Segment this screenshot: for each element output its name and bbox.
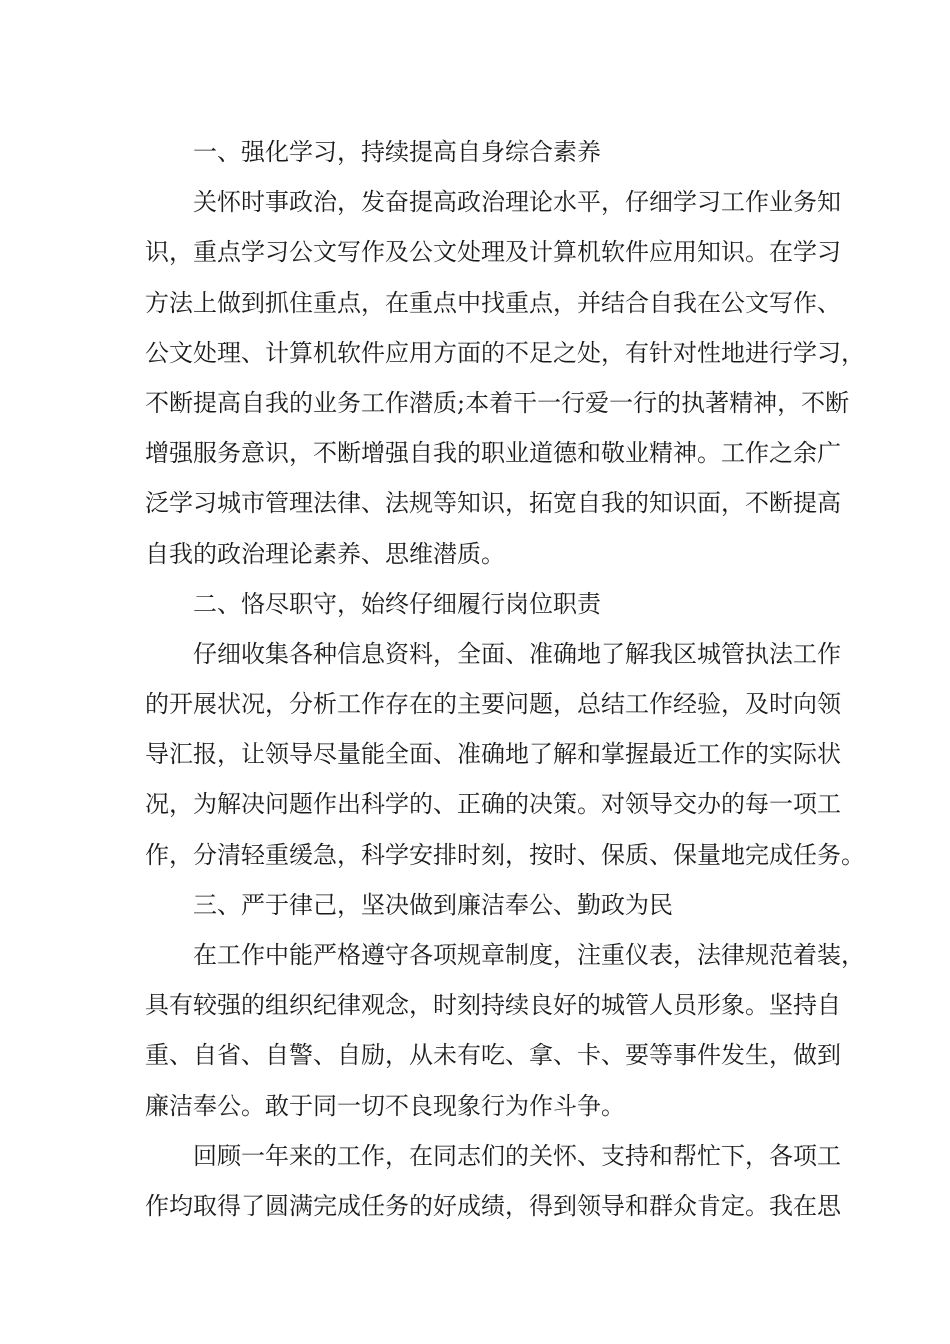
section-heading-2: 二、恪尽职守，始终仔细履行岗位职责: [193, 589, 601, 618]
paragraph-line: 的开展状况，分析工作存在的主要问题，总结工作经验，及时向领: [145, 690, 841, 719]
section-heading-3: 三、严于律己，坚决做到廉洁奉公、勤政为民: [193, 890, 673, 919]
paragraph-line: 仔细收集各种信息资料，全面、准确地了解我区城管执法工作: [193, 639, 841, 668]
paragraph-line: 作均取得了圆满完成任务的好成绩，得到领导和群众肯定。我在思: [145, 1191, 841, 1220]
paragraph-line: 导汇报，让领导尽量能全面、准确地了解和掌握最近工作的实际状: [145, 740, 841, 769]
paragraph-line: 识，重点学习公文写作及公文处理及计算机软件应用知识。在学习: [145, 238, 841, 267]
paragraph-line: 重、自省、自警、自励，从未有吃、拿、卡、要等事件发生，做到: [145, 1041, 841, 1070]
paragraph-line: 况，为解决问题作出科学的、正确的决策。对领导交办的每一项工: [145, 790, 841, 819]
paragraph-line: 在工作中能严格遵守各项规章制度，注重仪表，法律规范着装，: [193, 941, 865, 969]
paragraph-line: 方法上做到抓住重点，在重点中找重点，并结合自我在公文写作、: [145, 288, 841, 317]
section-heading-1: 一、强化学习，持续提高自身综合素养: [193, 138, 601, 166]
paragraph-line: 作，分清轻重缓急，科学安排时刻，按时、保质、保量地完成任务。: [145, 840, 865, 869]
paragraph-line: 具有较强的组织纪律观念，时刻持续良好的城管人员形象。坚持自: [145, 991, 841, 1020]
paragraph-line: 廉洁奉公。敢于同一切不良现象行为作斗争。: [145, 1091, 625, 1120]
paragraph-line: 增强服务意识，不断增强自我的职业道德和敬业精神。工作之余广: [145, 439, 841, 468]
paragraph-line: 公文处理、计算机软件应用方面的不足之处，有针对性地进行学习，: [145, 338, 865, 367]
document-body: [145, 127, 865, 1231]
paragraph-line: 回顾一年来的工作，在同志们的关怀、支持和帮忙下，各项工: [193, 1141, 841, 1170]
paragraph-line: 关怀时事政治，发奋提高政治理论水平，仔细学习工作业务知: [193, 188, 841, 217]
paragraph-line: 泛学习城市管理法律、法规等知识，拓宽自我的知识面，不断提高: [145, 489, 841, 518]
paragraph-line: 不断提高自我的业务工作潜质;本着干一行爱一行的执著精神，不断: [145, 388, 850, 417]
paragraph-line: 自我的政治理论素养、思维潜质。: [145, 539, 505, 568]
